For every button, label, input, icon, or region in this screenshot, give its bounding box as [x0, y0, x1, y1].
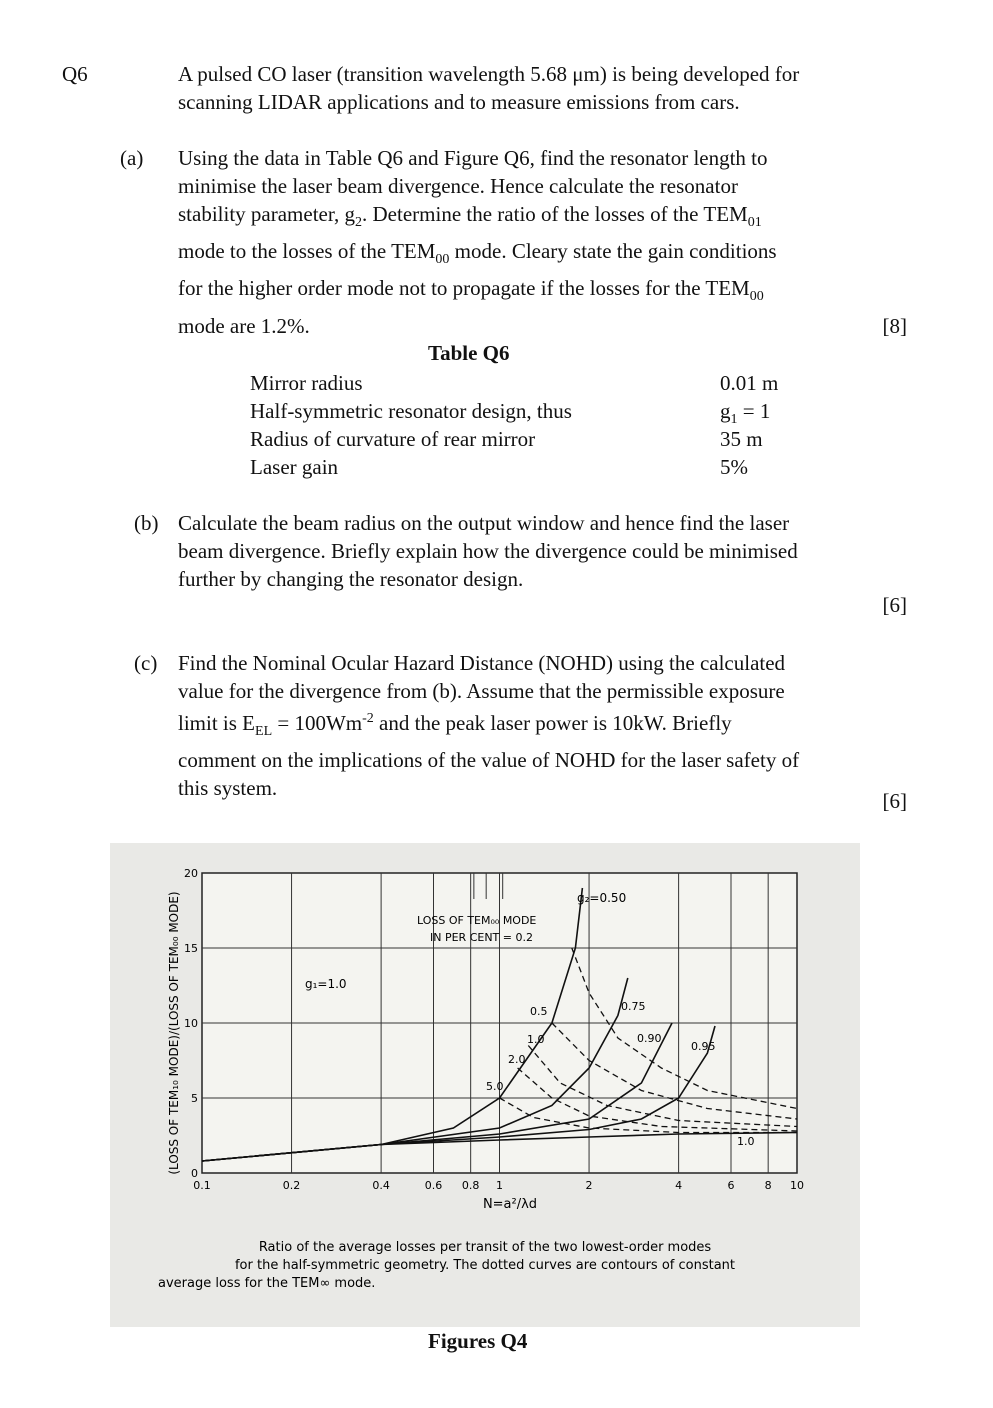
table-row	[250, 369, 810, 397]
x-tick-label: 8	[764, 1179, 772, 1192]
part-b-line: beam divergence. Briefly explain how the divergence could be minimised	[178, 539, 798, 563]
x-tick-label: 0.4	[372, 1179, 390, 1192]
question-intro	[178, 60, 918, 116]
g2-090-label: 0.90	[637, 1032, 662, 1045]
table-row	[250, 453, 810, 481]
x-tick-label: 4	[675, 1179, 683, 1192]
g2-050-label: g₂=0.50	[577, 891, 627, 905]
table-value: $g_1 = 1$	[720, 399, 771, 428]
part-b-text	[178, 509, 918, 593]
x-tick-label: 0.6	[424, 1179, 443, 1192]
intro-line: scanning LIDAR applications and to measure emissions from cars.	[178, 90, 740, 114]
y-tick-label: 20	[184, 867, 198, 880]
part-a-line: Using the data in Table Q6 and Figure Q6, find the resonator length to	[178, 146, 768, 170]
figure-caption-line: average loss for the TEM∞ mode.	[158, 1276, 376, 1291]
y-tick-label: 10	[184, 1017, 198, 1030]
loss-05-label: 0.5	[530, 1005, 548, 1018]
x-tick-label: 0.8	[461, 1179, 480, 1192]
question-number: Q6	[62, 62, 88, 86]
part-a-line: mode are 1.2%.	[178, 313, 310, 338]
part-b-line: Calculate the beam radius on the output window and hence find the laser	[178, 511, 790, 535]
loss-header-line2: IN PER CENT = 0.2	[430, 931, 533, 944]
figure-caption-line: Ratio of the average losses per transit of the two lowest-order modes	[258, 1240, 712, 1255]
loss-5-label: 5.0	[486, 1080, 504, 1093]
x-tick-label: 0.1	[193, 1179, 211, 1192]
table-key: Mirror radius	[250, 371, 363, 395]
loss-2-label: 2.0	[508, 1053, 526, 1066]
part-a-label: (a)	[120, 146, 144, 170]
table-row	[250, 397, 810, 428]
y-tick-label: 0	[191, 1167, 198, 1180]
part-c-line: Find the Nominal Ocular Hazard Distance (NOHD) using the calculated	[178, 651, 786, 675]
part-c-label: (c)	[134, 651, 158, 675]
figure-panel	[110, 843, 860, 1327]
part-c-text	[178, 649, 918, 802]
part-a-line: minimise the laser beam divergence. Hence calculate the resonator	[178, 174, 738, 198]
x-tick-label: 1	[496, 1179, 503, 1192]
loss-header-line1: LOSS OF TEM₀₀ MODE	[417, 914, 537, 927]
part-c-line: limit is $E_{EL} = 100Wm^{-2}$ and the peak laser power is 10kW. Briefly	[178, 711, 732, 740]
x-tick-label: 6	[727, 1179, 735, 1192]
g2-10-label: 1.0	[737, 1135, 755, 1148]
table-row	[250, 425, 810, 453]
y-tick-label: 5	[191, 1092, 198, 1105]
figure-title: Figures Q4	[428, 1329, 528, 1353]
table-value: 0.01 m	[720, 371, 779, 395]
part-c-marks: [6]	[882, 789, 907, 813]
part-c-line: comment on the implications of the value of NOHD for the laser safety of	[178, 748, 800, 773]
intro-line: A pulsed CO laser (transition wavelength 5.68 μm) is being developed for	[178, 62, 800, 86]
table-value: 35 m	[720, 427, 763, 451]
figure-caption-line: for the half-symmetric geometry. The dotted curves are contours of constant	[234, 1258, 736, 1273]
loss-ratio-chart	[110, 843, 860, 1327]
g2-075-label: 0.75	[621, 1000, 646, 1013]
part-c-line: this system.	[178, 776, 278, 801]
g1-label: g₁=1.0	[305, 977, 347, 991]
part-b-line: further by changing the resonator design.	[178, 567, 524, 591]
part-a-marks: [8]	[882, 314, 907, 338]
part-b-label: (b)	[134, 511, 159, 535]
x-tick-label: 2	[585, 1179, 593, 1192]
part-b-marks: [6]	[882, 593, 907, 617]
loss-1-label: 1.0	[527, 1033, 545, 1046]
table-title: Table Q6	[428, 341, 510, 365]
y-axis-label: (LOSS OF TEM₁₀ MODE)/(LOSS OF TEM₀₀ MODE)	[167, 891, 181, 1175]
part-a-text	[178, 144, 918, 340]
x-tick-label: 10	[790, 1179, 804, 1192]
part-a-line: for the higher order mode not to propagate if the losses for the $TEM_{00}$	[178, 276, 764, 305]
x-tick-label: 0.2	[282, 1179, 301, 1192]
table-value: 5%	[720, 455, 748, 479]
part-a-line: mode to the losses of the $TEM_{00}$ mode. Cleary state the gain conditions	[178, 239, 777, 268]
table-key: Radius of curvature of rear mirror	[250, 427, 536, 451]
part-c-line: value for the divergence from (b). Assume that the permissible exposure	[178, 679, 785, 703]
table-key: Half-symmetric resonator design, thus	[250, 399, 572, 423]
g2-095-label: 0.95	[691, 1040, 716, 1053]
table-key: Laser gain	[250, 455, 339, 479]
part-a-line: stability parameter, $g_2$. Determine the ratio of the losses of the $TEM_{01}$	[178, 202, 762, 231]
x-axis-label: N=a²/λd	[482, 1197, 538, 1212]
y-tick-label: 15	[184, 942, 198, 955]
